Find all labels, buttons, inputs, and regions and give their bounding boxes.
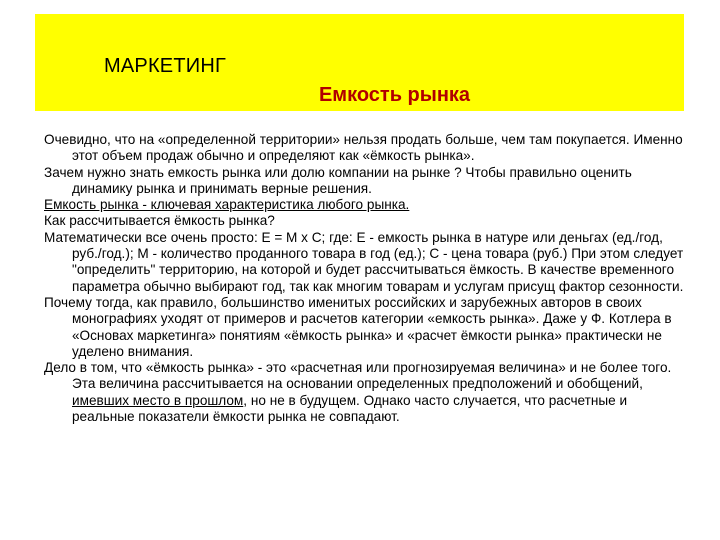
slide-title: Емкость рынка [318,84,471,106]
conclusion-start: Дело в том, что «ёмкость рынка» - это «расчетная или прогнозируемая величина» и не более того. Эта величина рассчитывается на основании определенных предположений и обобщений, [44,360,672,392]
title-band [35,14,684,111]
paragraph-question: Как рассчитывается ёмкость рынка? [44,213,275,229]
conclusion-end: , но не в будущем. Однако часто случается, что расчетные и реальные показатели ёмкости рынка не совпадают. [72,392,628,425]
paragraph-authors: Почему тогда, как правило, большинство именитых российских и зарубежных авторов в своих монографиях уходят от примеров и расчетов категории «емкость рынка». Даже у Ф. Котлера в «Основах маркетинга» понятиям «ёмкость рынка» и «расчет ёмкости рынка» практически не уделено внимания. [44,294,672,359]
paragraph-definition: Очевидно, что на «определенной территории» нельзя продать больше, чем там покупается. Именно этот объем продаж обычно и определяют как «ёмкость рынка». [44,132,683,164]
conclusion-underlined: имевших место в прошлом [72,392,244,408]
section-title: МАРКЕТИНГ [104,55,226,77]
paragraph-key-feature [44,197,684,213]
paragraph-conclusion [44,360,684,425]
slide-body [44,132,684,425]
paragraph-why: Зачем нужно знать емкость рынка или долю компании на рынке ? Чтобы правильно оценить динамику рынка и принимать верные решения. [44,164,632,196]
paragraph-formula: Математически все очень просто: Е = М х С; где: Е - емкость рынка в натуре или деньгах (ед./год, руб./год.); М - количество проданного товара в год (ед.); С - цена товара (руб.) При этом следует "определить" территорию, на которой и будет рассчитываться ёмкость. В качестве временного параметра обычно выбирают год, так как многим товарам и услугам присущ фактор сезонности. [44,229,684,294]
key-feature-underlined: Емкость рынка - ключевая характеристика любого рынка. [44,197,410,213]
